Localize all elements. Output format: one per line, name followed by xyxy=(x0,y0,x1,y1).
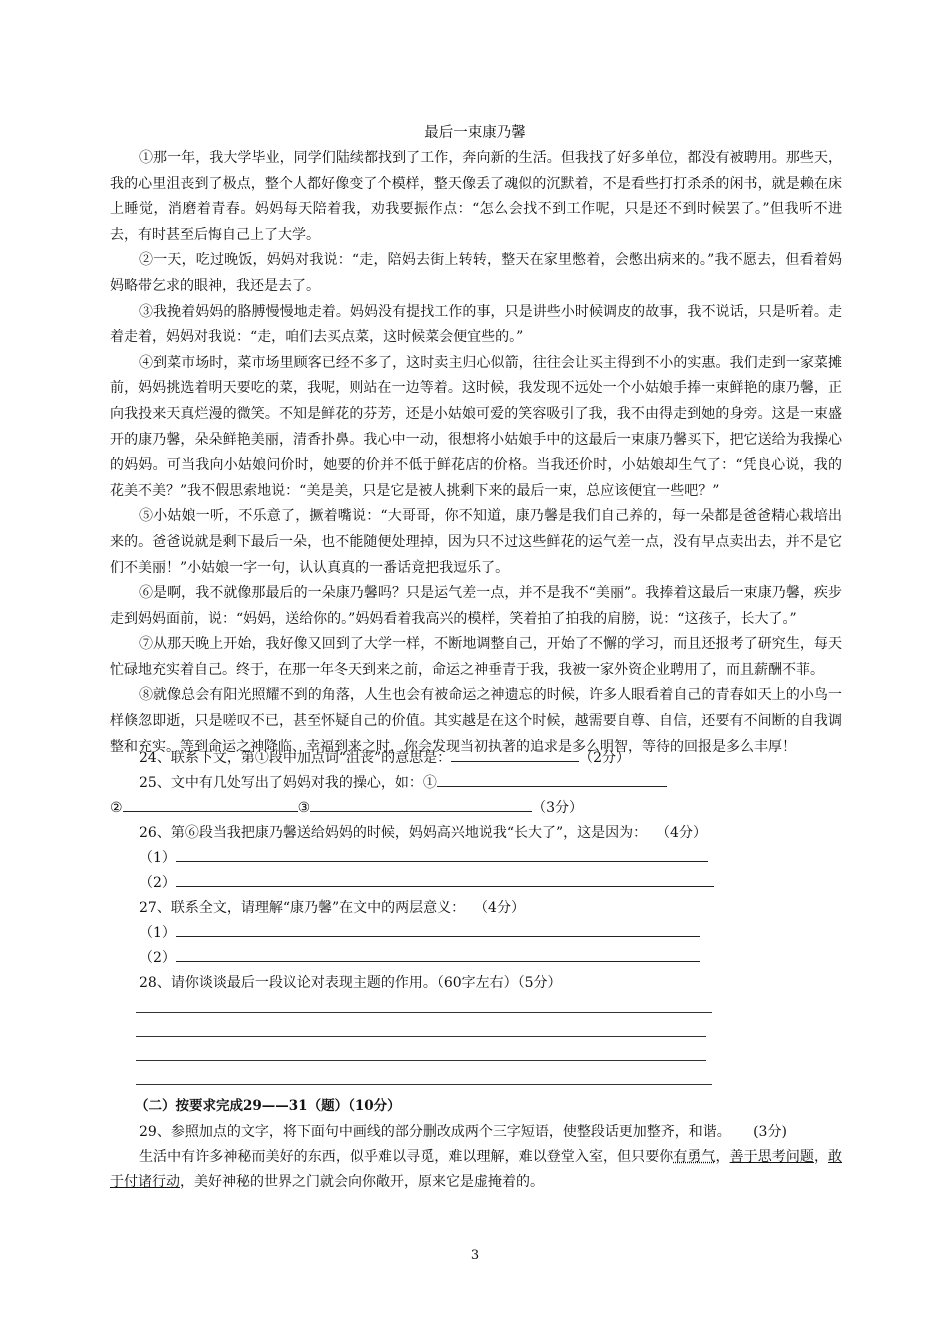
question-25-continued xyxy=(110,796,850,821)
answer-line-28-2[interactable] xyxy=(136,1036,706,1037)
question-26-score: （4分） xyxy=(656,825,707,841)
passage-comma-1: ， xyxy=(715,1149,730,1165)
section-2-body xyxy=(110,1120,842,1195)
answer-blank-25-3[interactable] xyxy=(310,796,532,812)
paragraph-2: ②一天，吃过晚饭，妈妈对我说：“走，陪妈去街上转转，整天在家里憋着，会憋出病来的。”我不愿去，但看着妈妈略带乞求的眼神，我还是去了。 xyxy=(110,252,842,294)
page-number: 3 xyxy=(470,1248,480,1263)
question-27-answer-1 xyxy=(110,921,850,946)
question-27-label-2: （2） xyxy=(139,950,176,966)
answer-blank-25-2[interactable] xyxy=(123,796,298,812)
passage-text-2: ，美好神秘的世界之门就会向你敞开，原来它是虚掩着的。 xyxy=(180,1174,544,1190)
question-25-label-3: ③ xyxy=(297,800,311,816)
question-26-answer-1 xyxy=(110,846,850,871)
question-28-text: 28、请你谈谈最后一段议论对表现主题的作用。（60字左右）（5分） xyxy=(139,975,562,991)
question-26-answer-2 xyxy=(110,871,850,896)
passage-dotted-phrase: 有勇气 xyxy=(673,1149,716,1165)
question-26-label-1: （1） xyxy=(139,850,176,866)
question-26 xyxy=(110,821,850,846)
answer-blank-27-1[interactable] xyxy=(176,921,700,937)
article-title: 最后一束康乃馨 xyxy=(424,125,526,141)
answer-line-28-1[interactable] xyxy=(136,1012,712,1013)
question-29-passage xyxy=(110,1145,842,1195)
question-26-text: 26、第⑥段当我把康乃馨送给妈妈的时候，妈妈高兴地说我“长大了”，这是因为： xyxy=(139,825,648,841)
passage-text-1: 生活中有许多神秘而美好的东西，似乎难以寻觅，难以理解，难以登堂入室，但只要你 xyxy=(139,1149,674,1165)
passage-underlined-phrase-1: 善于思考问题 xyxy=(729,1149,814,1165)
paragraph-1: ①那一年，我大学毕业，同学们陆续都找到了工作，奔向新的生活。但我找了好多单位，都没有被聘用。那些天，我的心里沮丧到了极点，整个人都好像变了个模样，整天像丢了魂似的沉默着，不是看些打打杀杀的闲书，就是赖在床上睡觉，消磨着青春。妈妈每天陪着我，劝我要振作点：“怎么会找不到工作呢，只是还不到时候罢了。”但我听不进去，有时甚至后悔自己上了大学。 xyxy=(110,150,842,243)
paragraph-3: ③我挽着妈妈的胳膊慢慢地走着。妈妈没有提找工作的事，只是讲些小时候调皮的故事，我不说话，只是听着。走着走着，妈妈对我说：“走，咱们去买点菜，这时候菜会便宜些的。” xyxy=(110,303,842,346)
answer-line-28-4[interactable] xyxy=(136,1084,712,1085)
paragraph-5: ⑤小姑娘一听，不乐意了，撅着嘴说：“大哥哥，你不知道，康乃馨是我们自己养的，每一朵都是爸爸精心栽培出来的。爸爸说就是剩下最后一朵，也不能随便处理掉，因为只不过这些鲜花的运气差一点，没有早点卖出去，并不是它们不美丽！”小姑娘一字一句，认认真真的一番话竟把我逗乐了。 xyxy=(110,508,842,576)
answer-blank-26-1[interactable] xyxy=(176,846,708,862)
question-28 xyxy=(110,971,850,996)
answer-line-28-3[interactable] xyxy=(136,1060,706,1061)
question-24 xyxy=(110,746,850,771)
question-25-label-2: ② xyxy=(110,800,123,816)
section-2-heading: （二）按要求完成29——31（题）（10分） xyxy=(135,1098,401,1114)
paragraph-4: ④到菜市场时，菜市场里顾客已经不多了，这时卖主归心似箭，往往会让买主得到不小的实惠。我们走到一家菜摊前，妈妈挑选着明天要吃的菜，我呢，则站在一边等着。这时候，我发现不远处一个小姑娘手捧一束鲜艳的康乃馨，正向我投来天真烂漫的微笑。不知是鲜花的芬芳，还是小姑娘可爱的笑容吸引了我，我不由得走到她的身旁。这是一束盛开的康乃馨，朵朵鲜艳美丽，清香扑鼻。我心中一动，很想将小姑娘手中的这最后一束康乃馨买下，把它送给为我操心的妈妈。可当我向小姑娘问价时，她要的价并不低于鲜花店的价格。当我还价时，小姑娘却生气了：“凭良心说，我的花美不美？”我不假思索地说：“美是美，只是它是被人挑剩下来的最后一束，总应该便宜一些吧？” xyxy=(110,354,842,499)
paragraph-7: ⑦从那天晚上开始，我好像又回到了大学一样，不断地调整自己，开始了不懈的学习，而且还报考了研究生，每天忙碌地充实着自己。终于，在那一年冬天到来之前，命运之神垂青于我，我被一家外资企业聘用了，而且薪酬不菲。 xyxy=(110,636,842,678)
question-24-text: 24、联系下文，第①段中加点词“沮丧”的意思是： xyxy=(139,750,452,766)
questions-block xyxy=(110,746,850,996)
article-body xyxy=(110,146,842,760)
passage-underlined-phrase-2: 敢于付诸行动 xyxy=(110,1149,843,1190)
question-27 xyxy=(110,896,850,921)
answer-blank-26-2[interactable] xyxy=(176,871,714,887)
question-29-score: (3分) xyxy=(753,1124,787,1140)
answer-blank-27-2[interactable] xyxy=(176,946,700,962)
question-25-text: 25、文中有几处写出了妈妈对我的操心，如：① xyxy=(139,775,437,791)
paragraph-6: ⑥是啊，我不就像那最后的一朵康乃馨吗？只是运气差一点，并不是我不“美丽”。我捧着这最后一束康乃馨，疾步走到妈妈面前，说：“妈妈，送给你的。”妈妈看着我高兴的模样，笑着拍了拍我的肩膀，说：“这孩子，长大了。” xyxy=(110,585,842,627)
question-29-text: 29、参照加点的文字，将下面句中画线的部分删改成两个三字短语，使整段话更加整齐，和谐。 xyxy=(139,1124,731,1140)
question-27-score: （4分） xyxy=(474,900,525,916)
answer-blank-24[interactable] xyxy=(451,746,579,762)
question-29 xyxy=(110,1120,842,1145)
question-27-text: 27、联系全文，请理解“康乃馨”在文中的两层意义： xyxy=(139,900,466,916)
question-25-score: （3分） xyxy=(532,800,584,816)
paragraph-8: ⑧就像总会有阳光照耀不到的角落，人生也会有被命运之神遗忘的时候，许多人眼看着自己的青春如天上的小鸟一样倏忽即逝，只是嗟叹不已，甚至怀疑自己的价值。其实越是在这个时候，越需要自尊、自信，还要有不间断的自我调整和充实。等到命运之神降临、幸福到来之时，你会发现当初执著的追求是多么明智，等待的回报是多么丰厚！ xyxy=(110,687,842,755)
question-26-label-2: （2） xyxy=(139,875,176,891)
passage-comma-2: ， xyxy=(813,1149,829,1165)
question-25 xyxy=(110,771,850,796)
question-27-answer-2 xyxy=(110,946,850,971)
question-24-score: （2分） xyxy=(579,750,631,766)
answer-blank-25-1[interactable] xyxy=(437,771,667,787)
question-27-label-1: （1） xyxy=(139,925,176,941)
